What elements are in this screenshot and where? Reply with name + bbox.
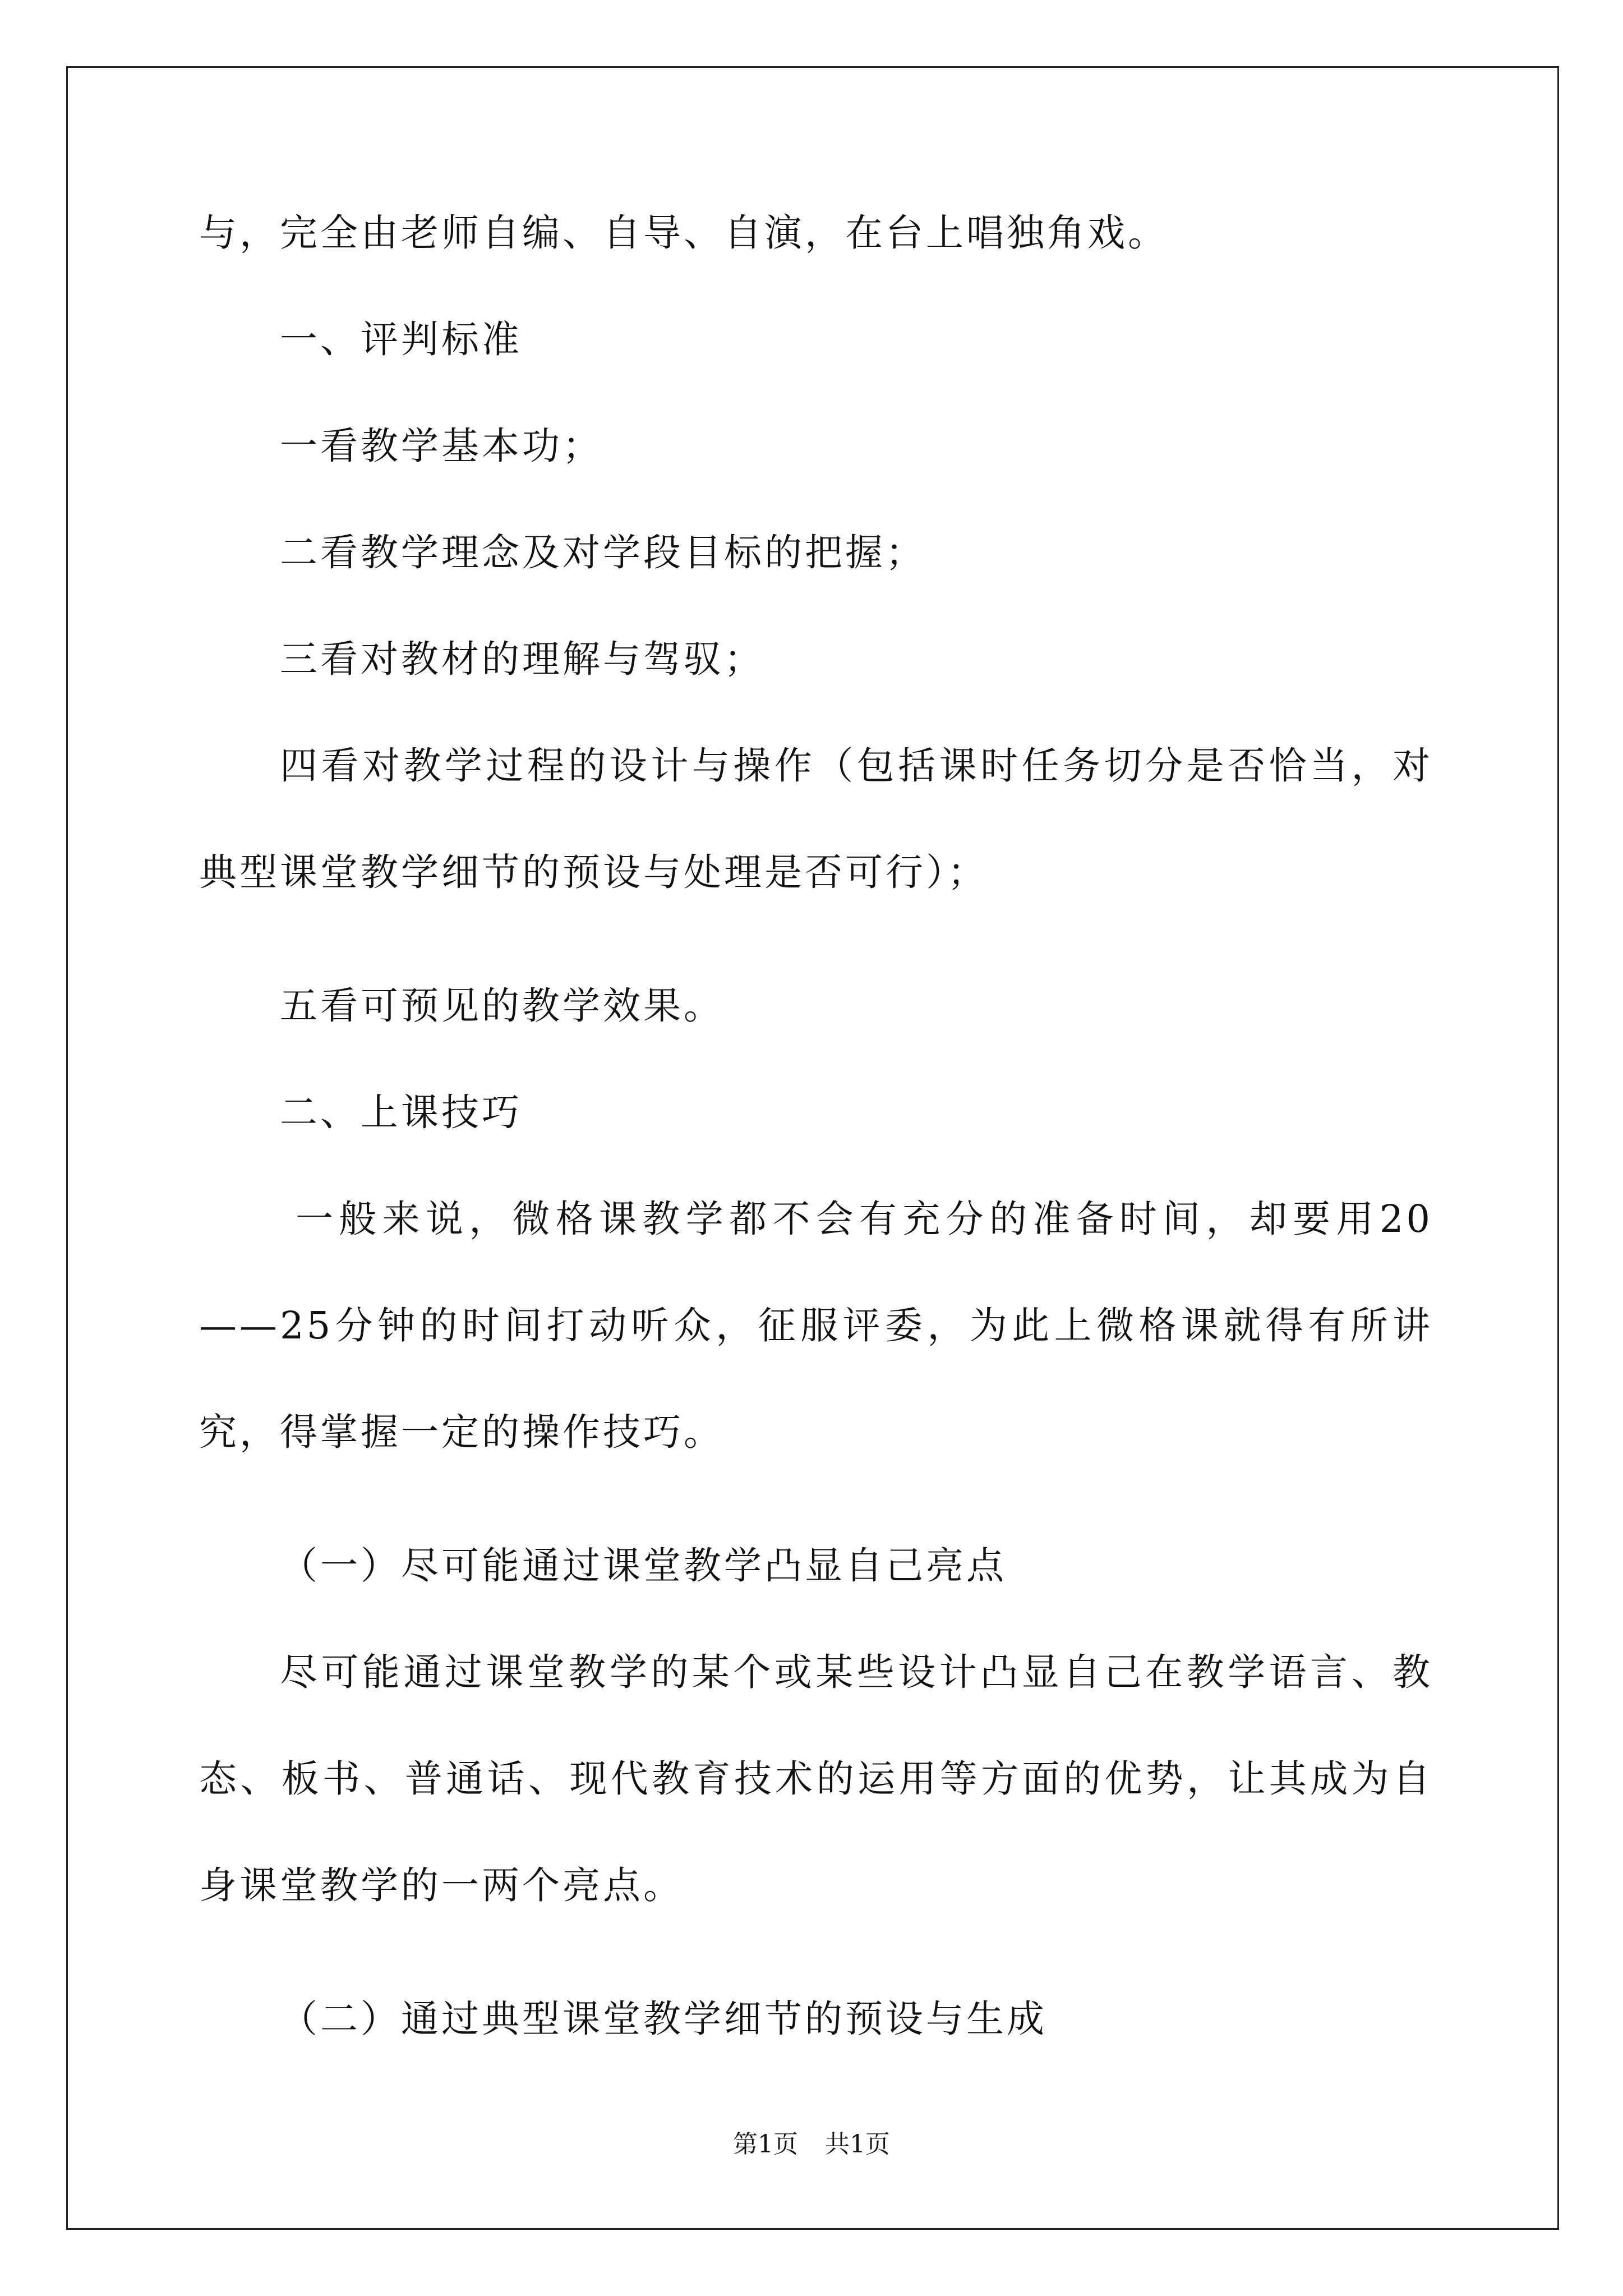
paragraph: 一看教学基本功； xyxy=(280,424,603,468)
subsection-heading: （一）尽可能通过课堂教学凸显自己亮点 xyxy=(280,1544,1007,1588)
paragraph: 五看可预见的教学效果。 xyxy=(280,984,724,1028)
subsection-heading: （二）通过典型课堂教学细节的预设与生成 xyxy=(280,1997,1047,2041)
paragraph: 与，完全由老师自编、自导、自演，在台上唱独角戏。 xyxy=(199,211,1168,255)
paragraph: 三看对教材的理解与驾驭； xyxy=(280,637,764,681)
page-number-total: 共1页 xyxy=(825,2130,890,2159)
paragraph: 一般来说，微格课教学都不会有充分的准备时间，却要用20——25分钟的时间打动听众，征服评委，为此上微格课就得有所讲究，得掌握一定的操作技巧。 xyxy=(199,1197,1433,1454)
section-heading-criteria: 一、评判标准 xyxy=(280,318,522,361)
section-heading-techniques: 二、上课技巧 xyxy=(280,1091,522,1134)
paragraph: 四看对教学过程的设计与操作（包括课时任务切分是否恰当，对典型课堂教学细节的预设与处理是否可行）； xyxy=(199,744,1433,894)
paragraph: 二看教学理念及对学段目标的把握； xyxy=(280,531,926,574)
page-number-current: 第1页 xyxy=(733,2130,798,2159)
document-body xyxy=(199,206,1433,2099)
paragraph: 尽可能通过课堂教学的某个或某些设计凸显自己在教学语言、教态、板书、普通话、现代教育技术的运用等方面的优势，让其成为自身课堂教学的一两个亮点。 xyxy=(199,1650,1433,1907)
page-footer xyxy=(0,2124,1623,2160)
